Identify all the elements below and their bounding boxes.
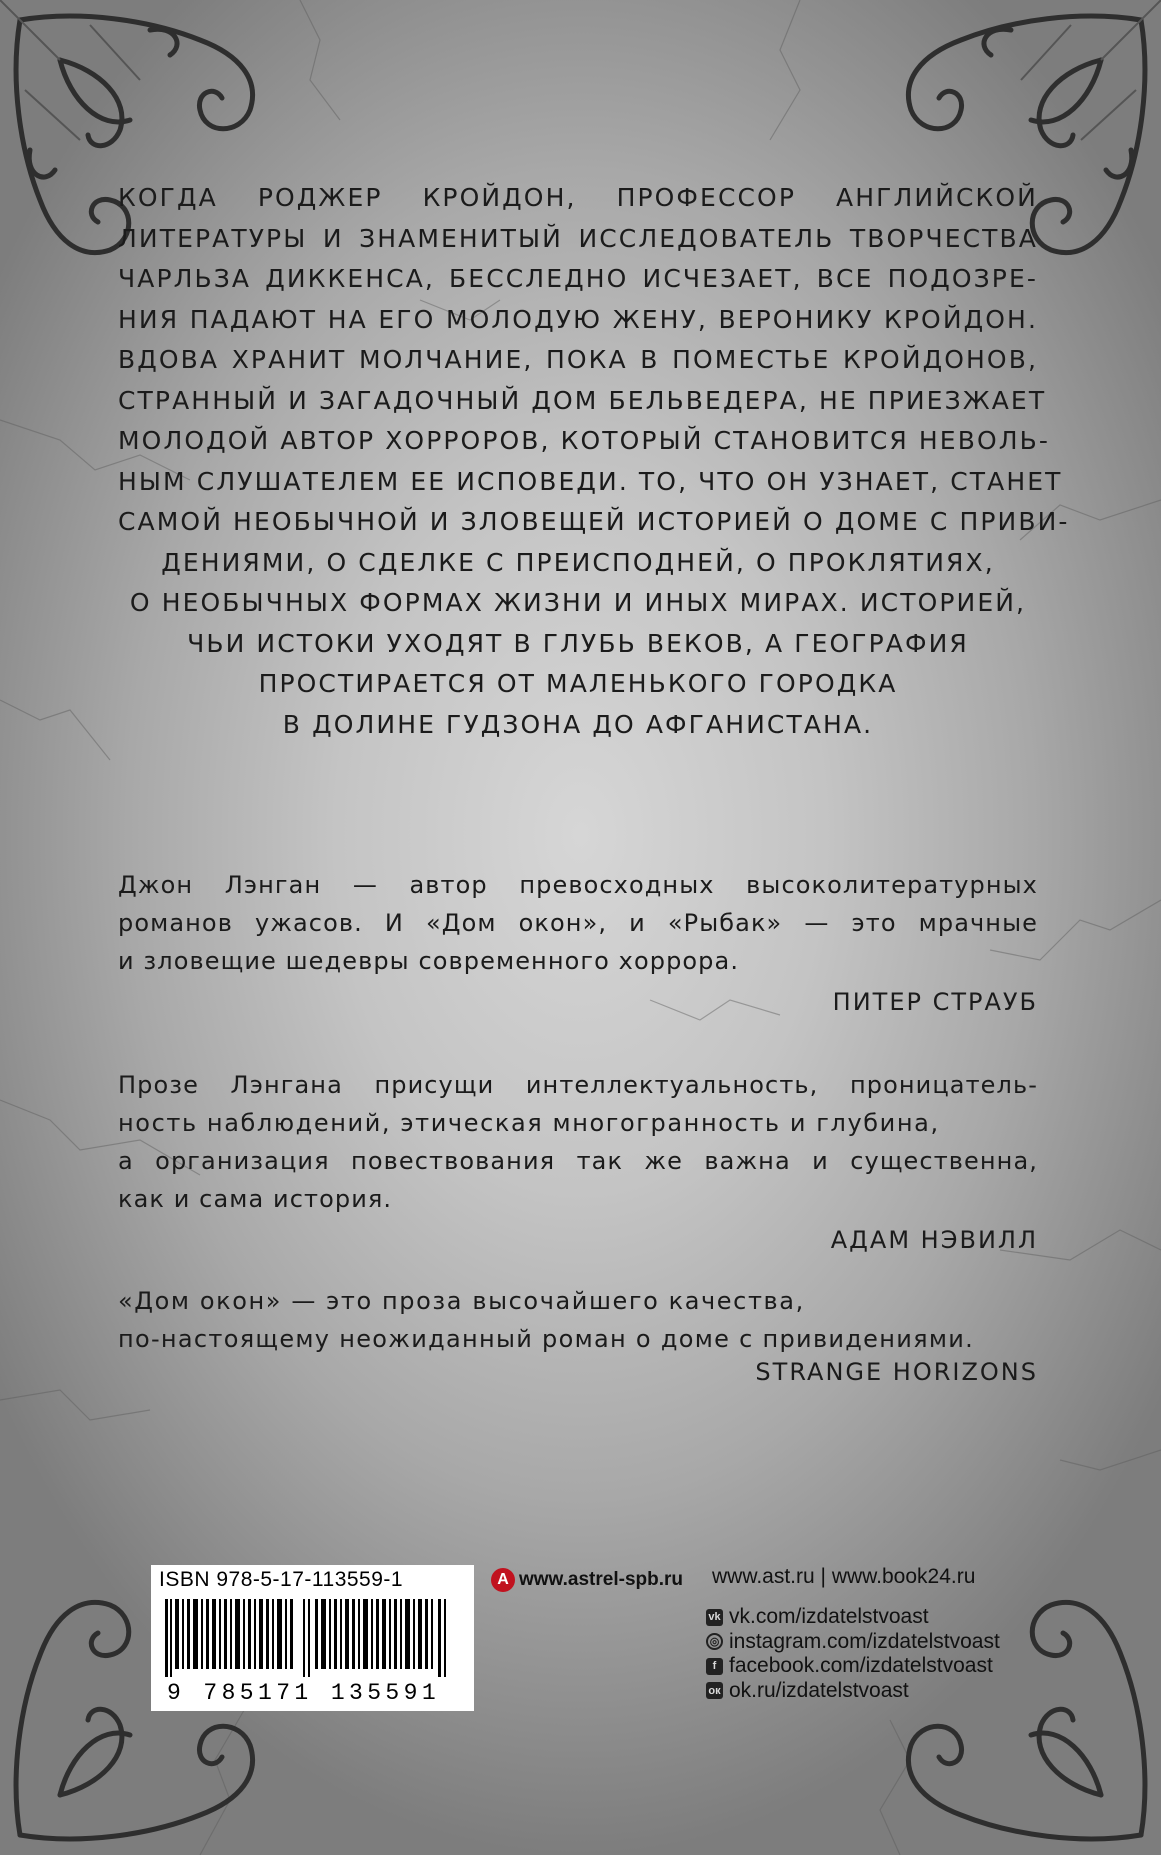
- annotation-line: ПРОСТИРАЕТСЯ ОТ МАЛЕНЬКОГО ГОРОДКА: [258, 669, 898, 698]
- annotation-line: СТРАННЫЙ И ЗАГАДОЧНЫЙ ДОМ БЕЛЬВЕДЕРА, НЕ ПРИЕЗЖАЕТ: [118, 385, 1047, 415]
- annotation-line: В ДОЛИНЕ ГУДЗОНА ДО АФГАНИСТАНА.: [282, 709, 874, 739]
- astrel-url: www.astrel-spb.ru: [519, 1569, 683, 1590]
- annotation-line: НИЯ ПАДАЮТ НА ЕГО МОЛОДУЮ ЖЕНУ, ВЕРОНИКУ КРОЙДОН.: [118, 304, 1038, 334]
- social-link-instagram[interactable]: [706, 1630, 1000, 1655]
- social-url: instagram.com/izdatelstvoast: [729, 1629, 1000, 1653]
- review-author: АДАМ НЭВИЛЛ: [830, 1226, 1038, 1254]
- facebook-icon: f: [706, 1658, 723, 1675]
- annotation-line: ЛИТЕРАТУРЫ И ЗНАМЕНИТЫЙ ИССЛЕДОВАТЕЛЬ ТВОРЧЕСТВА: [118, 223, 1038, 253]
- review-quote: [118, 1282, 1038, 1386]
- annotation-line: ЧАРЛЬЗА ДИККЕНСА, БЕССЛЕДНО ИСЧЕЗАЕТ, ВСЕ ПОДОЗРЕ-: [118, 264, 1038, 293]
- social-link-facebook[interactable]: [706, 1654, 1000, 1679]
- review-line: «Дом окон» — это проза высочайшего качества,: [118, 1287, 805, 1315]
- social-links: [706, 1605, 1000, 1703]
- social-url: facebook.com/izdatelstvoast: [729, 1654, 993, 1678]
- annotation-line: ВДОВА ХРАНИТ МОЛЧАНИЕ, ПОКА В ПОМЕСТЬЕ КРОЙДОНОВ,: [118, 345, 1038, 374]
- astrel-link[interactable]: [491, 1565, 683, 1595]
- annotation-line: МОЛОДОЙ АВТОР ХОРРОРОВ, КОТОРЫЙ СТАНОВИТСЯ НЕВОЛЬ-: [118, 426, 1050, 455]
- barcode: [155, 1599, 470, 1677]
- annotation-line: НЫМ СЛУШАТЕЛЕМ ЕЕ ИСПОВЕДИ. ТО, ЧТО ОН УЗНАЕТ, СТАНЕТ: [118, 466, 1063, 496]
- instagram-icon: ◎: [706, 1633, 723, 1650]
- publisher-sites[interactable]: www.ast.ru | www.book24.ru: [712, 1565, 976, 1588]
- isbn-label: ISBN 978-5-17-113559-1: [159, 1568, 404, 1591]
- review-author: ПИТЕР СТРАУБ: [832, 988, 1038, 1016]
- annotation-line: САМОЙ НЕОБЫЧНОЙ И ЗЛОВЕЩЕЙ ИСТОРИЕЙ О ДОМЕ С ПРИВИ-: [118, 507, 1070, 536]
- social-link-vk[interactable]: [706, 1605, 1000, 1630]
- review-line: а организация повествования так же важна и существенна,: [118, 1147, 1038, 1175]
- social-url: ok.ru/izdatelstvoast: [729, 1678, 909, 1702]
- review-quote: [118, 1066, 1038, 1254]
- book-annotation: [118, 178, 1070, 745]
- annotation-line: ЧЬИ ИСТОКИ УХОДЯТ В ГЛУБЬ ВЕКОВ, А ГЕОГРАФИЯ: [187, 628, 969, 658]
- review-line: романов ужасов. И «Дом окон», и «Рыбак» — это мрачные: [118, 909, 1038, 937]
- review-author: STRANGE HORIZONS: [755, 1358, 1038, 1386]
- odnoklassniki-icon: ок: [706, 1682, 723, 1699]
- ast-logo-icon: А: [491, 1568, 515, 1592]
- review-line: Прозе Лэнгана присущи интеллектуальность, проницатель-: [118, 1071, 1038, 1099]
- review-line: Джон Лэнган — автор превосходных высоколитературных: [118, 871, 1038, 899]
- vk-icon: vk: [706, 1609, 723, 1626]
- barcode-digits: 9 785171 135591: [167, 1680, 441, 1706]
- review-line: как и сама история.: [118, 1185, 393, 1213]
- isbn-barcode-box: [151, 1565, 474, 1711]
- annotation-line: КОГДА РОДЖЕР КРОЙДОН, ПРОФЕССОР АНГЛИЙСКОЙ: [118, 183, 1038, 212]
- social-url: vk.com/izdatelstvoast: [729, 1605, 929, 1629]
- annotation-line: О НЕОБЫЧНЫХ ФОРМАХ ЖИЗНИ И ИНЫХ МИРАХ. ИСТОРИЕЙ,: [129, 588, 1027, 617]
- review-line: ность наблюдений, этическая многогранность и глубина,: [118, 1109, 940, 1137]
- annotation-line: ДЕНИЯМИ, О СДЕЛКЕ С ПРЕИСПОДНЕЙ, О ПРОКЛЯТИЯХ,: [161, 547, 995, 577]
- corner-ornament-bottom-right: [861, 1555, 1161, 1855]
- review-quote: [118, 866, 1038, 1016]
- review-line: по-настоящему неожиданный роман о доме с привидениями.: [118, 1325, 975, 1353]
- social-link-odnoklassniki[interactable]: [706, 1679, 1000, 1704]
- review-line: и зловещие шедевры современного хоррора.: [118, 947, 740, 975]
